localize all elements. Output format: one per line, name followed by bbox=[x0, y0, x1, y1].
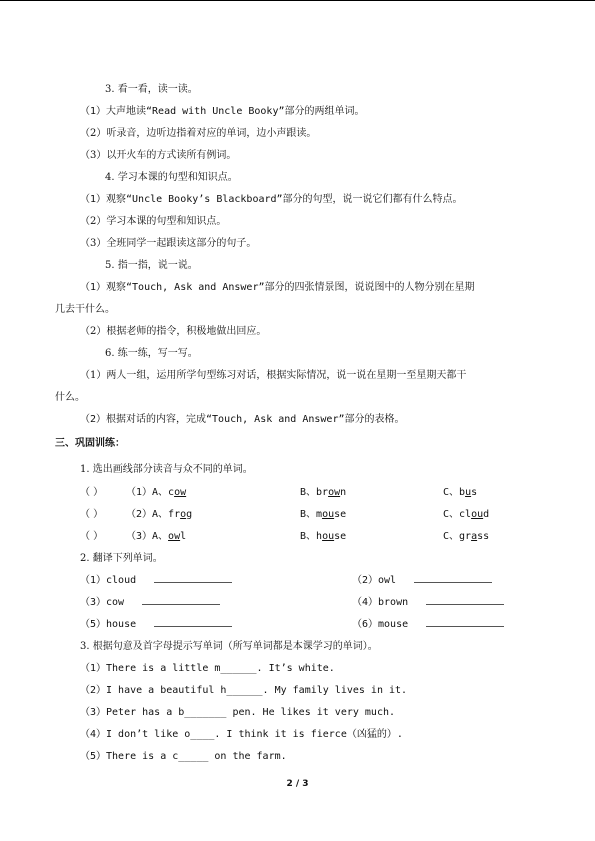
step-5-item-2: （2）根据老师的指令，积极地做出回应。 bbox=[80, 326, 267, 337]
answer-blank[interactable] bbox=[426, 594, 504, 605]
underlined-part: ou bbox=[471, 509, 484, 520]
answer-paren[interactable]: （ ） bbox=[80, 531, 104, 542]
step-3-item-2: （2）听录音，边听边指着对应的单词，边小声跟读。 bbox=[80, 128, 317, 139]
option-label: B、 bbox=[300, 509, 317, 520]
underlined-part: o bbox=[180, 509, 187, 520]
step-4-item-2: （2）学习本课的句型和知识点。 bbox=[80, 216, 227, 227]
q2-title: 2. 翻译下列单词。 bbox=[80, 553, 163, 564]
answer-paren[interactable]: （ ） bbox=[80, 487, 104, 498]
step-4-item-1: （1）观察“Uncle Booky’s Blackboard”部分的句型，说一说它们都有什么特点。 bbox=[80, 194, 463, 205]
option-label: C、 bbox=[443, 531, 460, 542]
translate-item bbox=[352, 593, 504, 608]
item-text: （1）cloud bbox=[80, 575, 137, 586]
step-4-title: 4. 学习本课的句型和知识点。 bbox=[105, 172, 238, 183]
q3-sentence-3[interactable]: （3）Peter has a b_______ pen. He likes it very much. bbox=[80, 707, 396, 718]
translate-item bbox=[352, 615, 504, 630]
option-label: B、 bbox=[300, 531, 317, 542]
answer-blank[interactable] bbox=[426, 616, 504, 627]
option-c bbox=[443, 527, 489, 542]
q3-sentence-5[interactable]: （5）There is a c_____ on the farm. bbox=[80, 751, 287, 762]
q1-title: 1. 选出画线部分读音与众不同的单词。 bbox=[80, 464, 253, 475]
translate-item bbox=[80, 615, 232, 630]
underlined-part: ou bbox=[322, 509, 335, 520]
section-heading: 三、巩固训练： bbox=[55, 438, 125, 449]
q3-sentence-2[interactable]: （2）I have a beautiful h______. My family lives in it. bbox=[80, 685, 408, 696]
step-6-item-2: （2）根据对话的内容，完成“Touch, Ask and Answer”部分的表格。 bbox=[80, 414, 405, 425]
step-3-item-1: （1）大声地读“Read with Uncle Booky”部分的两组单词。 bbox=[80, 106, 365, 117]
step-6-item-1-cont: 什么。 bbox=[55, 392, 85, 403]
option-b bbox=[300, 483, 346, 498]
translate-item bbox=[80, 593, 220, 608]
answer-blank[interactable] bbox=[154, 616, 232, 627]
answer-blank[interactable] bbox=[142, 594, 220, 605]
word-part: br bbox=[316, 487, 329, 498]
item-number: （1）A、 bbox=[126, 487, 169, 498]
step-5-item-1-cont: 几去干什么。 bbox=[55, 304, 115, 315]
answer-blank[interactable] bbox=[414, 572, 492, 583]
word-part: se bbox=[334, 531, 347, 542]
step-4-item-3: （3）全班同学一起跟读这部分的句子。 bbox=[80, 238, 257, 249]
word-part: c bbox=[168, 487, 175, 498]
option-a bbox=[126, 505, 192, 520]
word-part: fr bbox=[168, 509, 181, 520]
q3-title: 3. 根据句意及首字母提示写单词（所写单词都是本课学习的单词）。 bbox=[80, 641, 378, 652]
option-c bbox=[443, 505, 489, 520]
step-5-title: 5. 指一指，说一说。 bbox=[105, 260, 198, 271]
word-part: ss bbox=[477, 531, 490, 542]
option-label: C、 bbox=[443, 487, 460, 498]
item-text: （4）brown bbox=[352, 597, 409, 608]
step-3-title: 3. 看一看，读一读。 bbox=[105, 84, 198, 95]
item-text: （6）mouse bbox=[352, 619, 409, 630]
option-a bbox=[126, 483, 186, 498]
underlined-part: a bbox=[471, 531, 478, 542]
underlined-part: ow bbox=[174, 487, 187, 498]
word-part: n bbox=[340, 487, 347, 498]
translate-item bbox=[80, 571, 232, 586]
option-c bbox=[443, 483, 477, 498]
word-part: d bbox=[483, 509, 490, 520]
step-5-item-1: （1）观察“Touch, Ask and Answer”部分的四张情景图，说说图中的人物分别在星期 bbox=[80, 282, 475, 293]
option-b bbox=[300, 527, 346, 542]
word-part: gr bbox=[459, 531, 472, 542]
word-part: b bbox=[459, 487, 466, 498]
underlined-part: ou bbox=[322, 531, 335, 542]
item-number: （3）A、 bbox=[126, 531, 169, 542]
word-part: l bbox=[180, 531, 187, 542]
translate-item bbox=[352, 571, 492, 586]
step-6-title: 6. 练一练，写一写。 bbox=[105, 348, 198, 359]
q3-sentence-1[interactable]: （1）There is a little m______. It’s white. bbox=[80, 663, 335, 674]
option-a bbox=[126, 527, 186, 542]
top-rule bbox=[0, 0, 595, 1]
option-label: B、 bbox=[300, 487, 317, 498]
word-part: se bbox=[334, 509, 347, 520]
word-part: cl bbox=[459, 509, 472, 520]
option-label: C、 bbox=[443, 509, 460, 520]
step-6-item-1: （1）两人一组，运用所学句型练习对话，根据实际情况，说一说在星期一至星期天都干 bbox=[80, 370, 467, 381]
underlined-part: ow bbox=[328, 487, 341, 498]
answer-blank[interactable] bbox=[154, 572, 232, 583]
underlined-part: u bbox=[465, 487, 472, 498]
page-number: 2 / 3 bbox=[286, 779, 309, 789]
option-b bbox=[300, 505, 346, 520]
word-part: m bbox=[316, 509, 323, 520]
word-part: h bbox=[316, 531, 323, 542]
word-part: g bbox=[186, 509, 193, 520]
word-part: s bbox=[471, 487, 478, 498]
item-text: （2）owl bbox=[352, 575, 397, 586]
item-text: （5）house bbox=[80, 619, 137, 630]
step-3-item-3: （3）以开火车的方式读所有例词。 bbox=[80, 150, 237, 161]
answer-paren[interactable]: （ ） bbox=[80, 509, 104, 520]
item-number: （2）A、 bbox=[126, 509, 169, 520]
underlined-part: ow bbox=[168, 531, 181, 542]
item-text: （3）cow bbox=[80, 597, 125, 608]
q3-sentence-4[interactable]: （4）I don’t like o____. I think it is fierce（凶猛的）. bbox=[80, 729, 403, 740]
